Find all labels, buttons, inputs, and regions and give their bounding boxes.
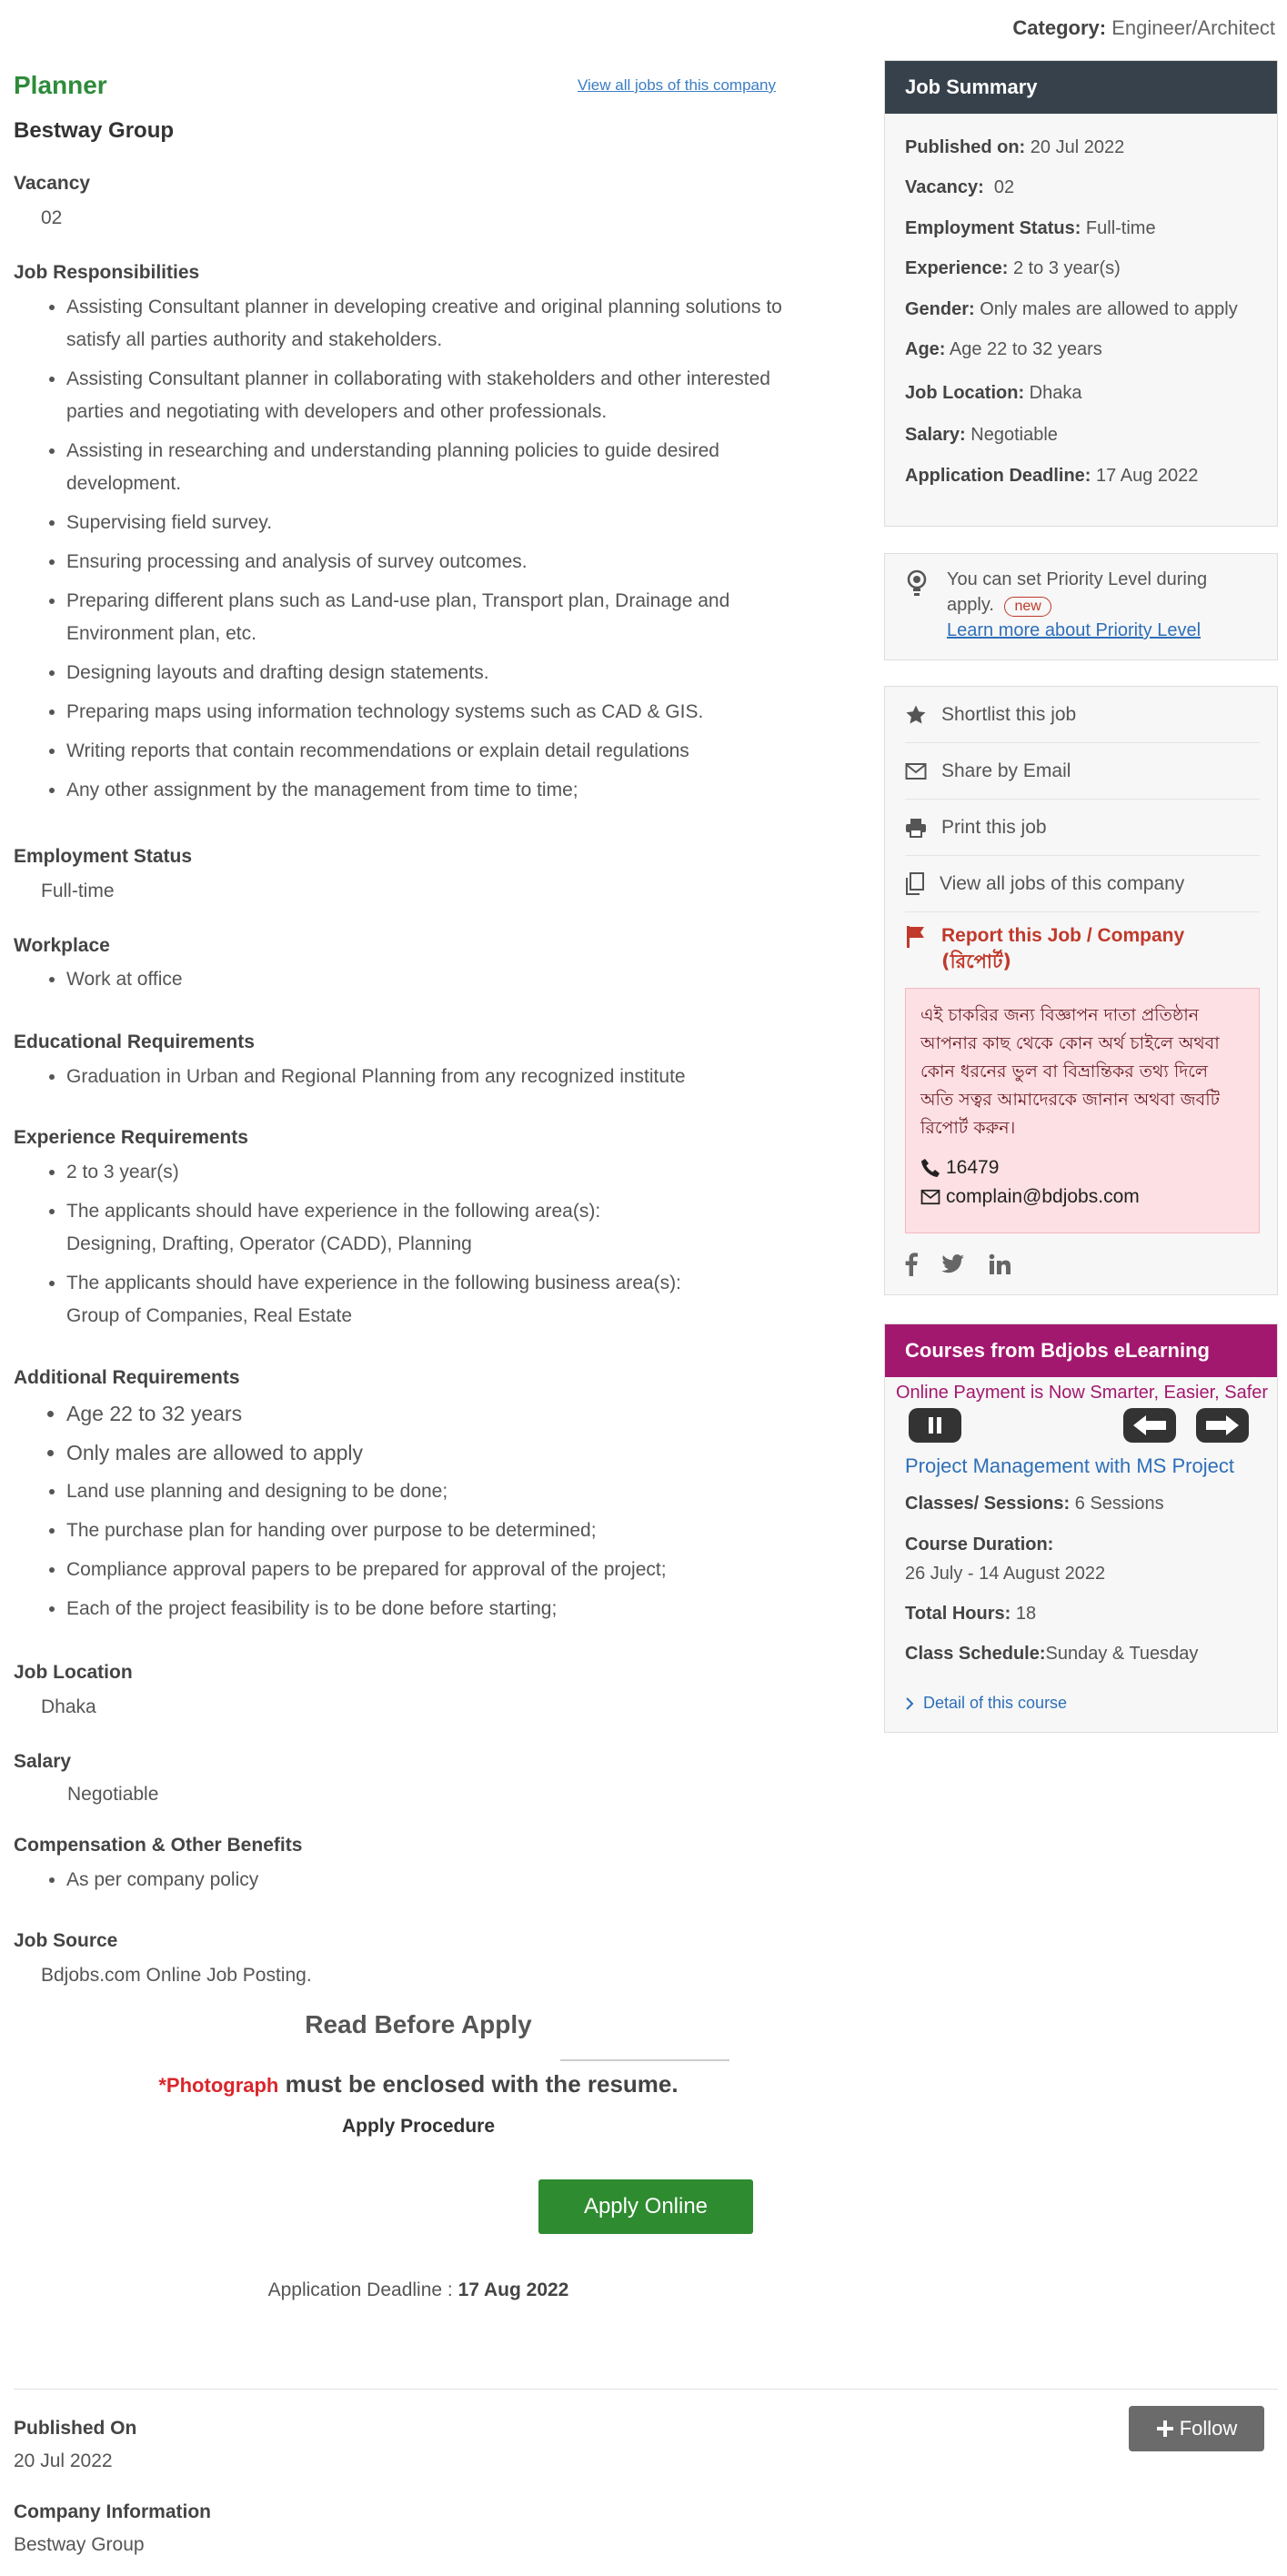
pause-icon	[927, 1416, 943, 1434]
footer-divider	[14, 2389, 1278, 2390]
list-item: • Assisting Consultant planner in collaborating with stakeholders and other interested parties and negotiating with developers and other professionals.	[66, 363, 814, 428]
location-heading: Job Location	[14, 1662, 133, 1683]
list-item: • Work at office	[66, 963, 183, 996]
additional-list	[14, 1397, 814, 1625]
envelope-icon	[920, 1189, 940, 1205]
list-item: • Graduation in Urban and Regional Planning from any recognized institute	[66, 1061, 686, 1093]
list-item: • Supervising field survey.	[66, 507, 814, 539]
summary-age: Age: Age 22 to 32 years	[905, 339, 1102, 359]
printer-icon	[905, 818, 927, 838]
chevron-right-icon	[905, 1696, 914, 1711]
shortlist-job-button[interactable]: Shortlist this job	[905, 687, 1260, 743]
summary-published: Published on: 20 Jul 2022	[905, 137, 1125, 157]
employment-status-heading: Employment Status	[14, 846, 193, 867]
course-schedule: Class Schedule:Sunday & Tuesday	[905, 1644, 1199, 1664]
plus-icon	[1156, 2420, 1174, 2438]
summary-deadline: Application Deadline: 17 Aug 2022	[905, 466, 1199, 486]
list-item: • Assisting Consultant planner in developing creative and original planning solutions to satisfy all parties authority and stakeholders.	[66, 291, 814, 357]
list-item: • Designing layouts and drafting design statements.	[66, 657, 814, 689]
view-all-jobs-link[interactable]: View all jobs of this company	[578, 76, 776, 94]
company-info-label: Company Information	[14, 2501, 212, 2522]
report-job-button[interactable]: Report this Job / Company (রিপোর্ট)	[905, 923, 1260, 975]
courses-title: Courses from Bdjobs eLearning	[885, 1324, 1277, 1377]
pause-button[interactable]	[909, 1408, 961, 1443]
payment-marquee: Online Payment is Now Smarter, Easier, Safer	[896, 1383, 1269, 1403]
priority-level-panel	[884, 553, 1278, 660]
list-item: • Only males are allowed to apply	[66, 1436, 814, 1469]
new-badge: new	[1004, 597, 1051, 617]
salary-heading: Salary	[14, 1751, 72, 1772]
summary-vacancy: Vacancy: 02	[905, 177, 1015, 197]
report-warning-box	[905, 988, 1260, 1233]
arrow-left-icon	[1132, 1414, 1167, 1436]
report-warning-text: এই চাকরির জন্য বিজ্ঞাপন দাতা প্রতিষ্ঠান আপনার কাছ থেকে কোন অর্থ চাইলে অথবা কোন ধরনের ভুল বা বিভ্রান্তিকর তথ্য দিলে অতি সত্বর আমাদেরকে জানান অথবা জবটি রিপোর্ট করুন।	[920, 1005, 1220, 1138]
list-item: • Preparing different plans such as Land-use plan, Transport plan, Drainage and Environment plan, etc.	[66, 585, 814, 650]
workplace-list	[14, 963, 183, 996]
job-category: Category: Engineer/Architect	[1012, 16, 1275, 39]
list-item: • Preparing maps using information technology systems such as CAD & GIS.	[66, 696, 814, 729]
envelope-icon	[905, 762, 927, 780]
social-share-links	[905, 1253, 1010, 1276]
responsibilities-heading: Job Responsibilities	[14, 262, 200, 283]
view-all-jobs-button[interactable]: View all jobs of this company	[905, 856, 1260, 912]
course-sessions: Classes/ Sessions: 6 Sessions	[905, 1494, 1164, 1514]
course-title-link[interactable]: Project Management with MS Project	[905, 1454, 1234, 1477]
course-detail-link[interactable]: Detail of this course	[905, 1694, 1067, 1713]
twitter-icon[interactable]	[941, 1254, 965, 1274]
application-deadline: Application Deadline : 17 Aug 2022	[267, 2279, 569, 2300]
job-actions-panel	[884, 686, 1278, 1295]
published-on-value: 20 Jul 2022	[14, 2450, 113, 2471]
additional-heading: Additional Requirements	[14, 1367, 240, 1388]
courses-panel	[884, 1323, 1278, 1733]
benefits-list	[14, 1864, 258, 1897]
benefits-heading: Compensation & Other Benefits	[14, 1835, 303, 1856]
job-title: Planner	[14, 71, 107, 99]
read-before-apply-title: Read Before Apply	[305, 2010, 532, 2038]
arrow-right-icon	[1205, 1414, 1240, 1436]
list-item: • Writing reports that contain recommendations or explain detail regulations	[66, 735, 814, 768]
summary-salary: Salary: Negotiable	[905, 425, 1058, 445]
linkedin-icon[interactable]	[989, 1253, 1010, 1275]
summary-gender: Gender: Only males are allowed to apply	[905, 299, 1238, 319]
responsibilities-list	[14, 291, 814, 807]
print-job-button[interactable]: Print this job	[905, 800, 1260, 856]
workplace-heading: Workplace	[14, 935, 110, 956]
job-source-heading: Job Source	[14, 1930, 118, 1951]
list-item: • Any other assignment by the management from time to time;	[66, 774, 814, 807]
salary-value: Negotiable	[67, 1784, 159, 1805]
company-info-value: Bestway Group	[14, 2534, 145, 2555]
course-total-hours: Total Hours: 18	[905, 1604, 1037, 1624]
summary-location: Job Location: Dhaka	[905, 383, 1082, 403]
flag-icon	[905, 925, 927, 949]
report-phone: 16479	[920, 1157, 1244, 1179]
copy-document-icon	[905, 872, 925, 896]
experience-heading: Experience Requirements	[14, 1127, 248, 1148]
priority-learn-more-link[interactable]: Learn more about Priority Level	[947, 620, 1202, 640]
report-email[interactable]: complain@bdjobs.com	[920, 1186, 1244, 1208]
list-item: • Each of the project feasibility is to be done before starting;	[66, 1593, 814, 1625]
education-heading: Educational Requirements	[14, 1031, 255, 1052]
company-name: Bestway Group	[14, 118, 175, 143]
list-item: • The applicants should have experience in the following business area(s): Group of Companies, Real Estate	[66, 1267, 814, 1333]
list-item: • As per company policy	[66, 1864, 258, 1897]
list-item: • The purchase plan for handing over purpose to be determined;	[66, 1514, 814, 1547]
apply-online-button[interactable]: Apply Online	[538, 2179, 753, 2234]
list-item: • Compliance approval papers to be prepared for approval of the project;	[66, 1554, 814, 1586]
facebook-icon[interactable]	[905, 1253, 918, 1276]
photograph-notice: *Photograph must be enclosed with the resume.	[158, 2070, 679, 2098]
job-summary-panel	[884, 60, 1278, 527]
list-item: • Age 22 to 32 years	[66, 1397, 814, 1430]
published-on-label: Published On	[14, 2418, 137, 2439]
list-item: • 2 to 3 year(s)	[66, 1156, 814, 1189]
vacancy-value: 02	[41, 207, 63, 228]
list-item: • Assisting in researching and understanding planning policies to guide desired development.	[66, 435, 814, 500]
location-value: Dhaka	[41, 1696, 96, 1717]
summary-experience: Experience: 2 to 3 year(s)	[905, 258, 1121, 278]
job-summary-title: Job Summary	[885, 61, 1277, 114]
education-list	[14, 1061, 686, 1093]
divider	[560, 2059, 729, 2061]
share-by-email-button[interactable]: Share by Email	[905, 743, 1260, 800]
job-source-value: Bdjobs.com Online Job Posting.	[41, 1965, 312, 1986]
previous-button[interactable]	[1123, 1408, 1176, 1443]
course-duration: Course Duration: 26 July - 14 August 2022	[905, 1535, 1106, 1584]
list-item: • Land use planning and designing to be done;	[66, 1475, 814, 1508]
priority-text: You can set Priority Level during apply.	[947, 569, 1208, 615]
employment-status-value: Full-time	[41, 880, 115, 901]
summary-employment-status: Employment Status: Full-time	[905, 218, 1156, 238]
next-button[interactable]	[1196, 1408, 1249, 1443]
lightbulb-icon	[905, 569, 929, 599]
star-icon	[905, 704, 927, 726]
apply-procedure-heading: Apply Procedure	[341, 2116, 496, 2137]
follow-button[interactable]: Follow	[1129, 2406, 1264, 2451]
list-item: • The applicants should have experience in the following area(s): Designing, Drafting, Operator (CADD), Planning	[66, 1195, 814, 1261]
experience-list	[14, 1156, 814, 1333]
vacancy-heading: Vacancy	[14, 173, 91, 194]
list-item: • Ensuring processing and analysis of survey outcomes.	[66, 546, 814, 579]
phone-icon	[920, 1158, 940, 1178]
